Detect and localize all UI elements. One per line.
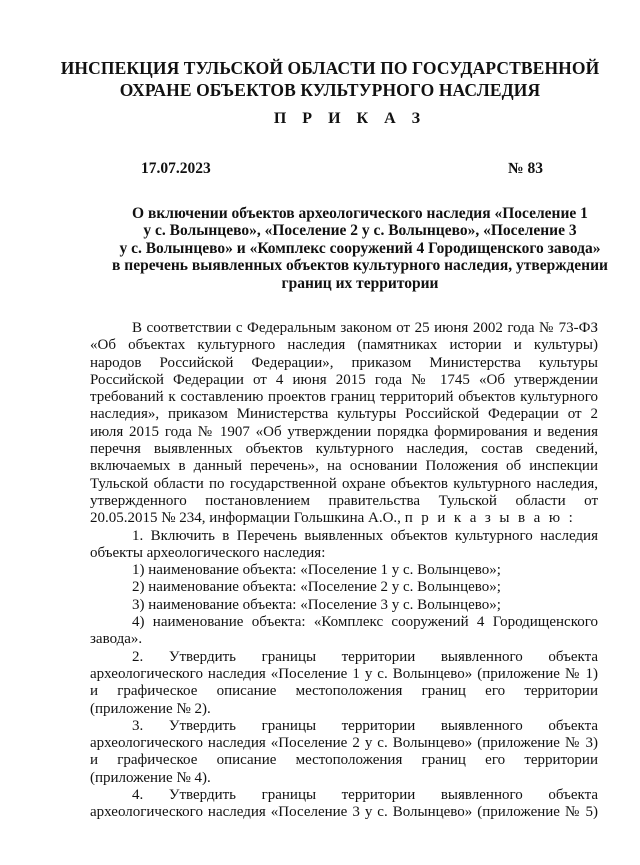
- issuer-header: [60, 57, 600, 101]
- body-line: июля 2015 года № 1907 «Об утверждении порядка формирования и ведения: [90, 423, 598, 440]
- subject-line: у с. Волынцево» и «Комплекс сооружений 4 Городищенского завода»: [119, 239, 601, 257]
- subject-line: в перечень выявленных объектов культурного наследия, утверждении: [112, 257, 608, 275]
- body-line: наследия», приказом Министерства культуры Российской Федерации от 2: [90, 406, 598, 423]
- document-date: 17.07.2023: [141, 160, 211, 177]
- header-line-2: ОХРАНЕ ОБЪЕКТОВ КУЛЬТУРНОГО НАСЛЕДИЯ: [119, 80, 541, 100]
- document-body: [90, 320, 598, 822]
- list-item: 2) наименование объекта: «Поселение 2 у с. Волынцево»;: [132, 579, 501, 596]
- body-line: Тульской области по государственной охране объектов культурного наследия,: [90, 475, 598, 492]
- body-line: археологического наследия «Поселение 2 у с. Волынцево» (приложение № 3): [90, 735, 598, 752]
- body-line: 3. Утвердить границы территории выявленного объекта: [132, 717, 598, 734]
- body-line: «Об объектах культурного наследия (памятниках истории и культуры): [90, 337, 598, 354]
- subject-line: О включении объектов археологического наследия «Поселение 1: [132, 205, 588, 222]
- body-line: (приложение № 4).: [90, 769, 211, 786]
- body-line: народов Российской Федерации», приказом Министерства культуры: [90, 354, 598, 371]
- body-line: перечня выявленных объектов культурного наследия, состав сведений,: [90, 441, 598, 458]
- body-line: и графическое описание местоположения границ его территории: [90, 752, 598, 769]
- body-line: (приложение № 2).: [90, 700, 211, 717]
- body-line: В соответствии с Федеральным законом от 25 июня 2002 года № 73-ФЗ: [132, 320, 598, 336]
- body-line: 4. Утвердить границы территории выявленного объекта: [132, 787, 598, 804]
- header-line-1: ИНСПЕКЦИЯ ТУЛЬСКОЙ ОБЛАСТИ ПО ГОСУДАРСТВЕННОЙ: [60, 58, 600, 78]
- list-item: 1) наименование объекта: «Поселение 1 у с. Волынцево»;: [132, 562, 501, 579]
- body-line: 2. Утвердить границы территории выявленного объекта: [132, 648, 598, 665]
- body-line: археологического наследия «Поселение 3 у с. Волынцево» (приложение № 5): [90, 804, 598, 821]
- preamble-end: 20.05.2015 № 234, информации Гольшкина А.О.,: [90, 510, 401, 527]
- orders-word: п р и к а з ы в а ю :: [404, 510, 576, 527]
- body-line: и графическое описание местоположения границ его территории: [90, 683, 598, 700]
- body-line: Российской Федерации от 4 июня 2015 года № 1745 «Об утверждении: [90, 371, 598, 388]
- list-item: 4) наименование объекта: «Комплекс сооружений 4 Городищенского: [132, 614, 598, 631]
- body-line: [90, 510, 598, 527]
- body-line: завода».: [90, 631, 143, 648]
- document-number: № 83: [508, 160, 543, 177]
- body-line: 1. Включить в Перечень выявленных объектов культурного наследия: [132, 527, 598, 544]
- body-line: требований к составлению проектов границ территорий объектов культурного: [90, 389, 598, 406]
- list-item: 3) наименование объекта: «Поселение 3 у с. Волынцево»;: [132, 596, 501, 613]
- body-line: археологического наследия «Поселение 1 у с. Волынцево» (приложение № 1): [90, 665, 598, 682]
- subject-line: границ их территории: [281, 274, 439, 292]
- document-type: П Р И К А З: [273, 110, 427, 127]
- body-line: утвержденного постановлением правительства Тульской области от: [90, 492, 598, 509]
- body-line: включаемых в данный перечень», на основании Положения об инспекции: [90, 458, 598, 475]
- subject-line: у с. Волынцево», «Поселение 2 у с. Волынцево», «Поселение 3: [143, 222, 577, 240]
- body-line: объекты археологического наследия:: [90, 544, 326, 561]
- document-subject: [80, 205, 640, 292]
